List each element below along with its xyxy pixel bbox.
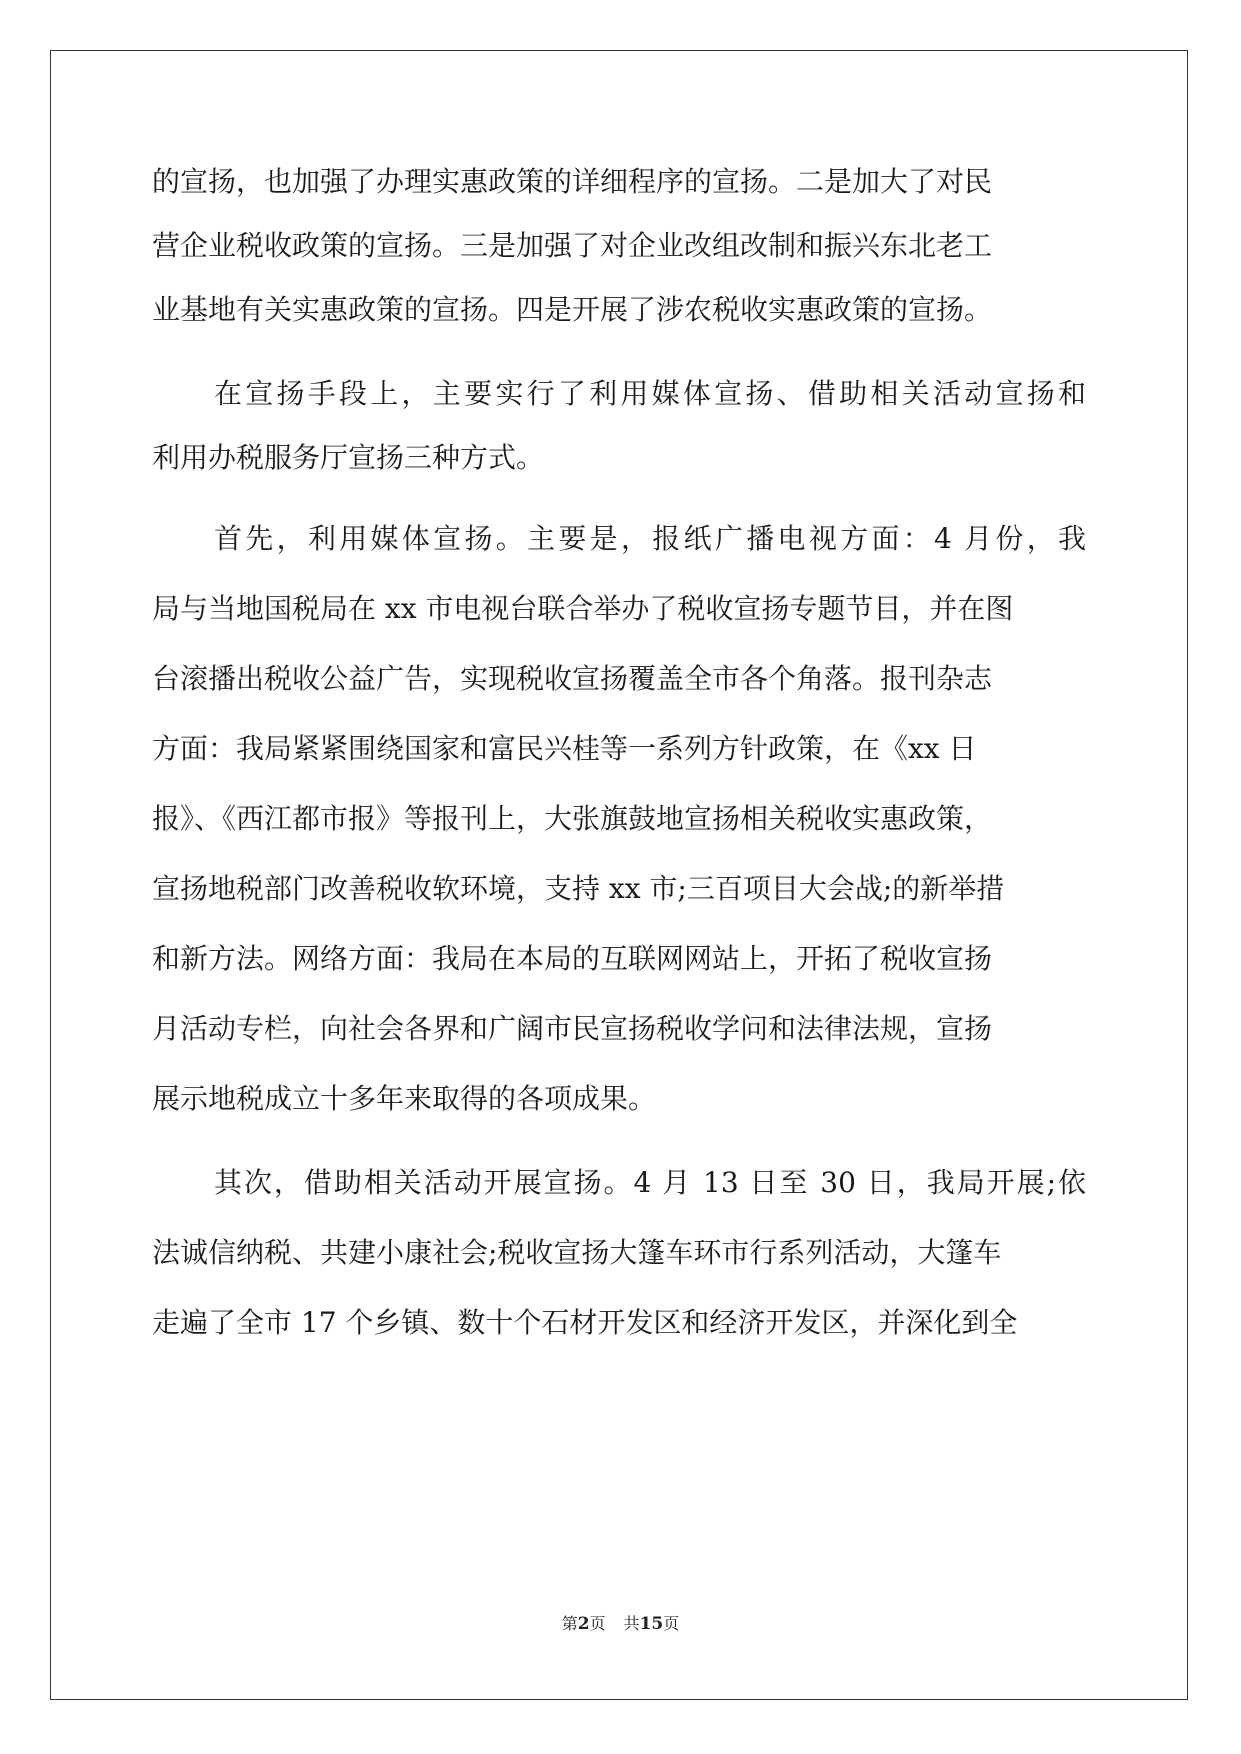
text-line-2: 营企业税收政策的宣扬。三是加强了对企业改组改制和振兴东北老工: [152, 229, 993, 262]
total-suffix: 页: [663, 1614, 680, 1633]
text-line-15: 其次，借助相关活动开展宣扬。4 月 13 日至 30 日，我局开展;依: [214, 1166, 1086, 1199]
text-line-10: 报》、《西江都市报》等报刊上，大张旗鼓地宣扬相关税收实惠政策，: [152, 802, 993, 835]
text-line-17: 走遍了全市 17 个乡镇、数十个石材开发区和经济开发区，并深化到全: [152, 1306, 1018, 1339]
page-prefix: 第: [561, 1614, 578, 1633]
text-line-1: 的宣扬，也加强了办理实惠政策的详细程序的宣扬。二是加大了对民: [152, 165, 993, 198]
text-line-9: 方面：我局紧紧围绕国家和富民兴桂等一系列方针政策，在《xx 日: [152, 732, 977, 765]
text-line-8: 台滚播出税收公益广告，实现税收宣扬覆盖全市各个角落。报刊杂志: [152, 662, 993, 695]
text-line-6: 首先，利用媒体宣扬。主要是，报纸广播电视方面：4 月份，我: [214, 522, 1086, 555]
text-line-12: 和新方法。网络方面：我局在本局的互联网网站上，开拓了税收宣扬: [152, 942, 993, 975]
text-line-5: 利用办税服务厅宣扬三种方式。: [152, 441, 545, 474]
text-line-4: 在宣扬手段上，主要实行了利用媒体宣扬、借助相关活动宣扬和: [214, 377, 1086, 410]
text-line-16: 法诚信纳税、共建小康社会;税收宣扬大篷车环市行系列活动，大篷车: [152, 1236, 1002, 1269]
total-prefix: 共: [623, 1614, 640, 1633]
page-footer: [0, 1614, 1241, 1634]
text-line-11: 宣扬地税部门改善税收软环境，支持 xx 市;三百项目大会战;的新举措: [152, 872, 1005, 905]
text-line-7: 局与当地国税局在 xx 市电视台联合举办了税收宣扬专题节目，并在图: [152, 592, 1014, 625]
page-suffix: 页: [589, 1614, 606, 1633]
text-line-3: 业基地有关实惠政策的宣扬。四是开展了涉农税收实惠政策的宣扬。: [152, 293, 993, 326]
current-page-number: 2: [577, 1614, 590, 1634]
text-line-13: 月活动专栏，向社会各界和广阔市民宣扬税收学问和法律法规，宣扬: [152, 1012, 993, 1045]
text-line-14: 展示地税成立十多年来取得的各项成果。: [152, 1082, 657, 1115]
total-page-number: 15: [639, 1614, 664, 1634]
